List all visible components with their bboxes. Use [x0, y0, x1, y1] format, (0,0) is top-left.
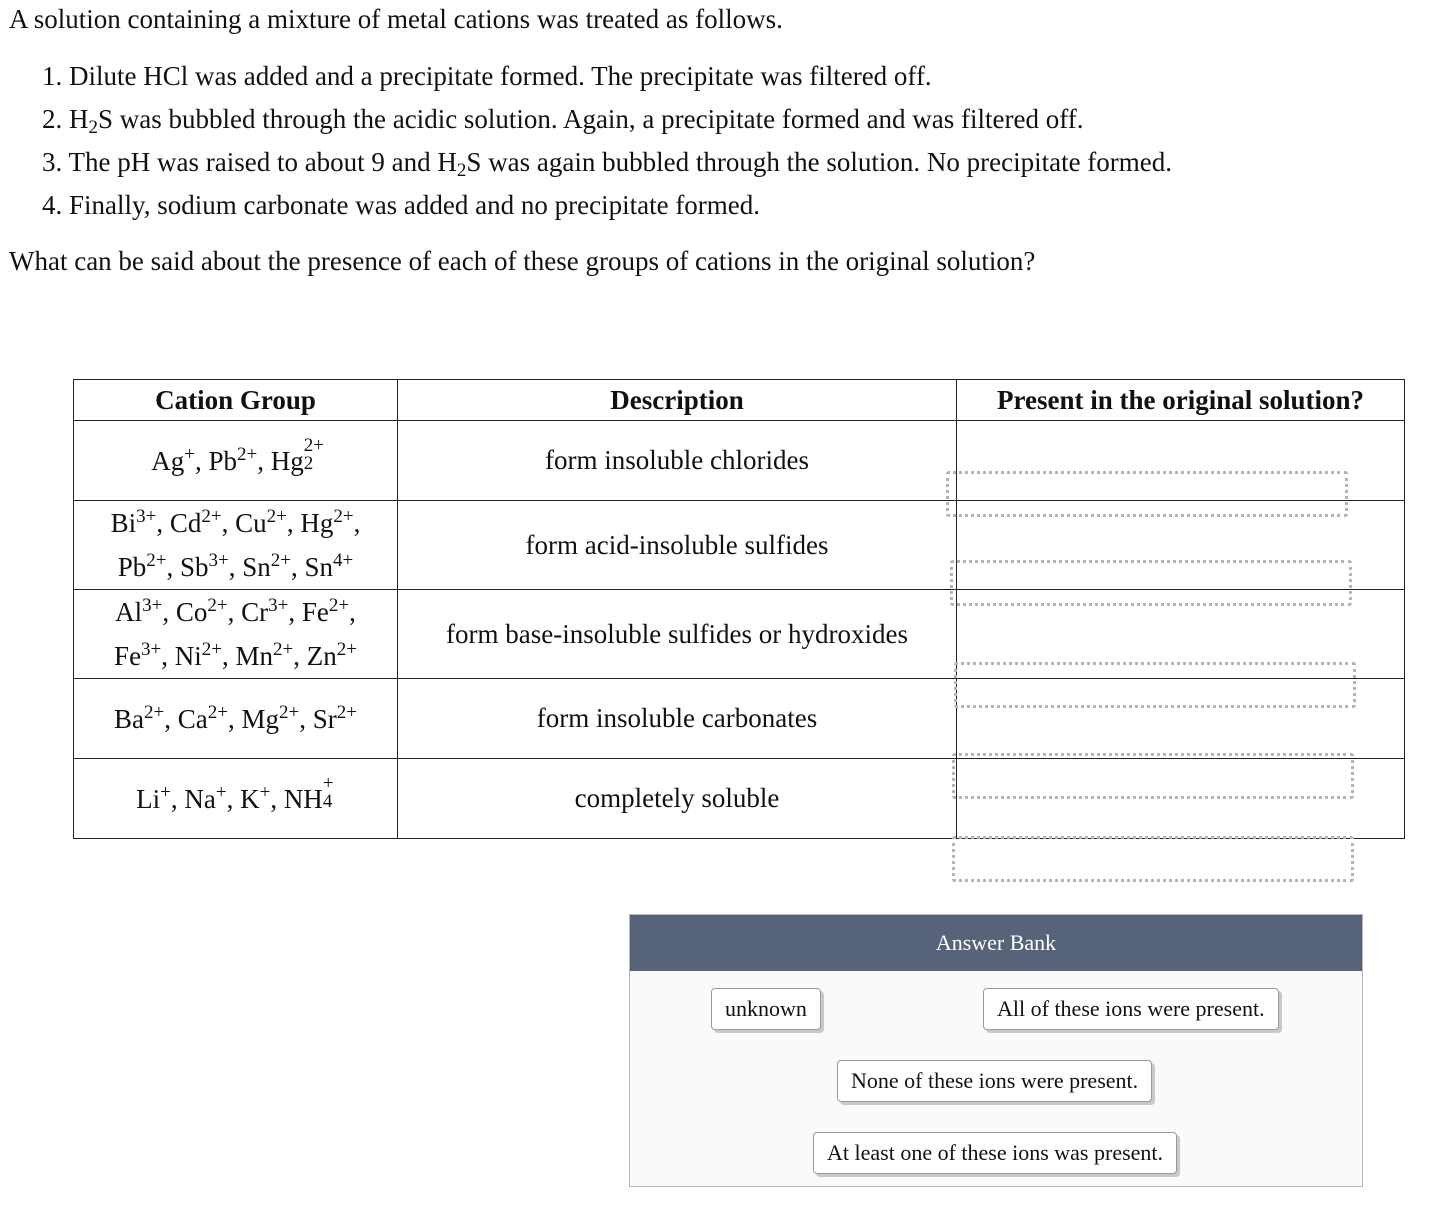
- header-description: Description: [398, 380, 957, 421]
- drop-zone-2[interactable]: [950, 560, 1352, 606]
- drop-zone-1[interactable]: [946, 471, 1348, 517]
- step-1: 1. Dilute HCl was added and a precipitate formed. The precipitate was filtered off.: [42, 61, 932, 91]
- intro-text: A solution containing a mixture of metal cations was treated as follows.: [9, 4, 783, 34]
- description-2: form acid-insoluble sulfides: [398, 501, 957, 590]
- drop-zone-3[interactable]: [954, 662, 1356, 708]
- step-3: 3. The pH was raised to about 9 and $H_2S$ was again bubbled through the solution. No precipitate formed.: [42, 147, 1173, 181]
- step-2: 2. $H_2S$ was bubbled through the acidic solution. Again, a precipitate formed and was filtered off.: [42, 104, 1084, 138]
- drop-zone-5[interactable]: [952, 836, 1354, 882]
- description-3: form base-insoluble sulfides or hydroxides: [398, 590, 957, 679]
- answer-option-at-least-one[interactable]: At least one of these ions was present.: [813, 1132, 1177, 1174]
- header-present: Present in the original solution?: [957, 380, 1405, 421]
- cation-group-4: $Ba^{2+}$, $Ca^{2+}$, $Mg^{2+}$, $Sr^{2+}$: [74, 679, 398, 759]
- cation-group-1: Ag+, $Pb^{2+}$, Hg 2+ 2: [74, 421, 398, 501]
- answer-option-all-present[interactable]: All of these ions were present.: [983, 988, 1279, 1030]
- drop-zone-4[interactable]: [952, 753, 1354, 799]
- answer-option-unknown[interactable]: unknown: [711, 988, 821, 1030]
- header-cation-group: Cation Group: [74, 380, 398, 421]
- procedure-steps: [42, 58, 1172, 230]
- cation-group-3: $Al^{3+}$, $Co^{2+}$, $Cr^{3+}$, $Fe^{2+}$, $Fe^{3+}$, $Ni^{2+}$, $Mn^{2+}$, $Zn^{2+}$: [74, 590, 398, 679]
- question-text: What can be said about the presence of each of these groups of cations in the original solution?: [9, 246, 1036, 276]
- table-header-row: [74, 380, 1405, 421]
- description-1: form insoluble chlorides: [398, 421, 957, 501]
- cation-group-2: $Bi^{3+}$, $Cd^{2+}$, $Cu^{2+}$, $Hg^{2+}$, $Pb^{2+}$, $Sb^{3+}$, $Sn^{2+}$, $Sn^{4+}$: [74, 501, 398, 590]
- answer-bank-title: Answer Bank: [630, 915, 1362, 971]
- description-5: completely soluble: [398, 759, 957, 839]
- answer-option-none-present[interactable]: None of these ions were present.: [837, 1060, 1152, 1102]
- description-4: form insoluble carbonates: [398, 679, 957, 759]
- step-4: 4. Finally, sodium carbonate was added and no precipitate formed.: [42, 190, 761, 220]
- answer-bank: [629, 914, 1363, 1187]
- cation-group-5: Li+, Na+, K+, NH + 4: [74, 759, 398, 839]
